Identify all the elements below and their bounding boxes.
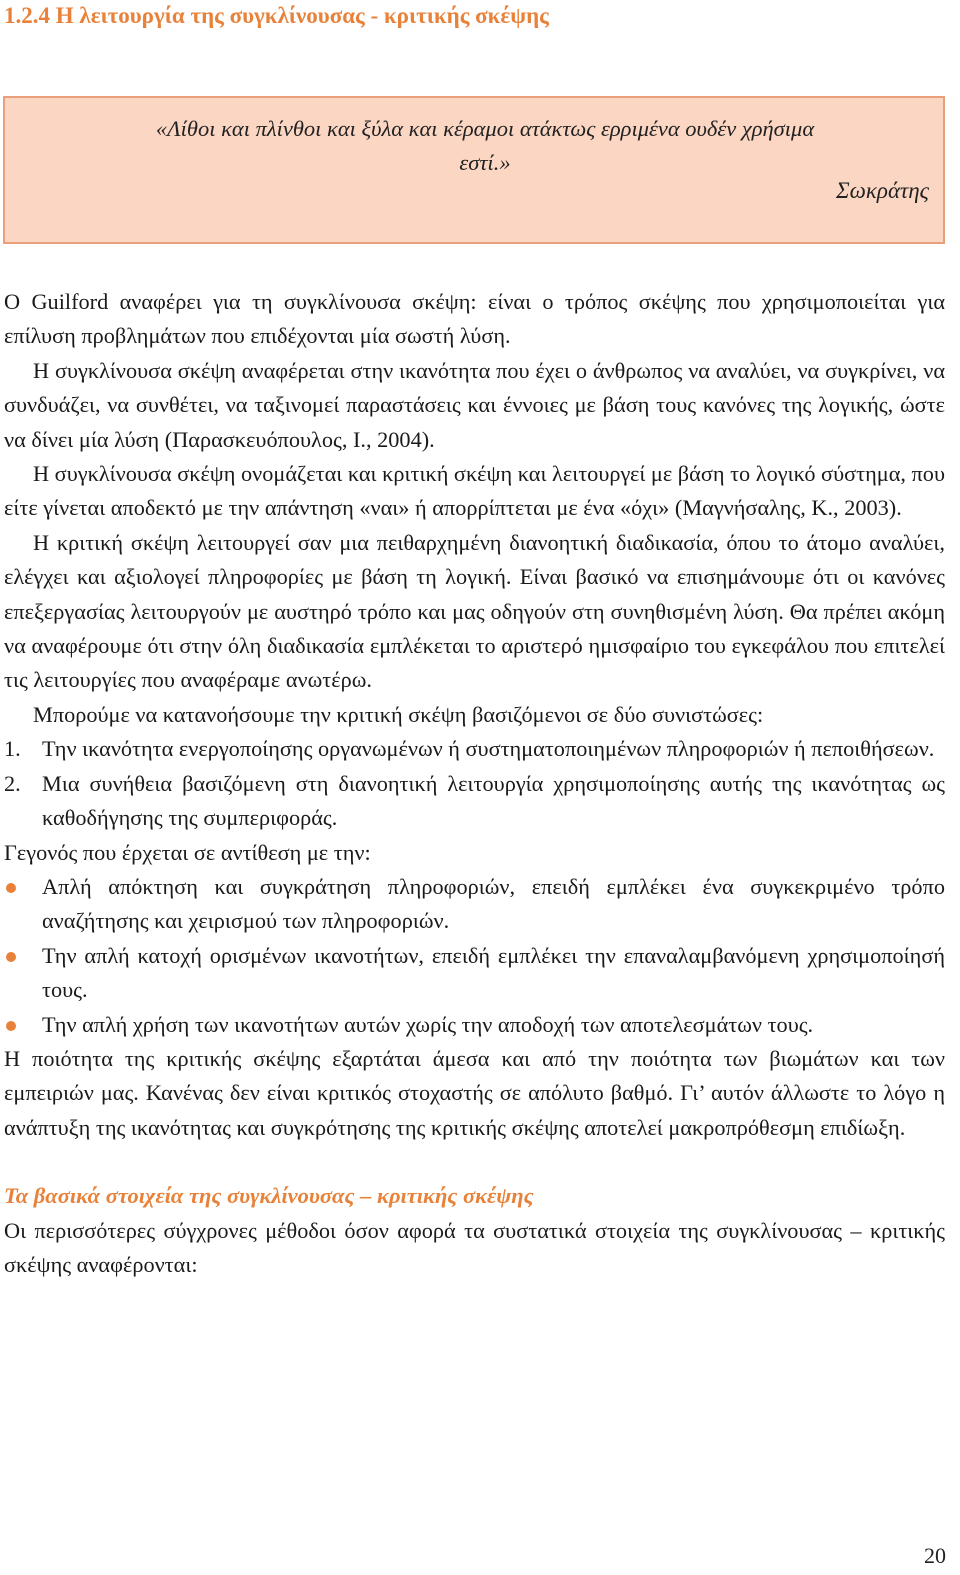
bullet-list-item <box>4 939 945 1008</box>
list-item-text: Απλή απόκτηση και συγκράτηση πληροφοριών, επειδή εμπλέκει ένα συγκεκριμένο τρόπο αναζήτησης και χειρισμού των πληροφοριών. <box>42 873 945 934</box>
body-text <box>4 285 945 1282</box>
numbered-list-item <box>4 767 945 836</box>
list-item-text: Την απλή κατοχή ορισμένων ικανοτήτων, επειδή εμπλέκει την επαναλαμβανόμενη χρησιμοποίησή τους. <box>42 942 945 1003</box>
subheading: Τα βασικά στοιχεία της συγκλίνουσας – κριτικής σκέψης <box>4 1183 534 1209</box>
page-number: 20 <box>924 1543 946 1568</box>
contrast-intro: Γεγονός που έρχεται σε αντίθεση με την: <box>4 839 371 865</box>
bullet-icon <box>6 952 16 962</box>
quote-text: «Λίθοι και πλίνθοι και ξύλα και κέραμοι ατάκτως ερριμένα ουδέν χρήσιμα εστί.» <box>155 116 815 175</box>
bullet-list-item <box>4 1008 945 1042</box>
list-number: 1. <box>4 736 21 762</box>
paragraph: Η συγκλίνουσα σκέψη αναφέρεται στην ικανότητα που έχει ο άνθρωπος να αναλύει, να συγκρίνει, να συνδυάζει, να συνθέτει, να ταξινομεί παραστάσεις και έννοιες με βάση τους κανόνες της λογικής, ώστε να δίνει μία λύση (Παρασκευόπουλος, Ι., 2004). <box>4 357 945 452</box>
paragraph: Η κριτική σκέψη λειτουργεί σαν μια πειθαρχημένη διανοητική διαδικασία, όπου το άτομο αναλύει, ελέγχει και αξιολογεί πληροφορίες με βάση τη λογική. Είναι βασικό να επισημάνουμε ότι οι κανόνες επεξεργασίας λειτουργούν με αυστηρό τρόπο και μας οδηγούν στη συνηθισμένη λύση. Θα πρέπει ακόμη να αναφέρουμε ότι στην όλη διαδικασία εμπλέκεται το αριστερό ημισφαίριο του εγκεφάλου που επιτελεί τις λειτουργίες που αναφέραμε ανωτέρω. <box>4 529 945 693</box>
list-item-text: Την ικανότητα ενεργοποίησης οργανωμένων ή συστηματοποιημένων πληροφοριών ή πεποιθήσεων. <box>42 736 935 762</box>
paragraph: Μπορούμε να κατανοήσουμε την κριτική σκέψη βασιζόμενοι σε δύο συνιστώσες: <box>33 701 764 727</box>
subheading-paragraph: Οι περισσότερες σύγχρονες μέθοδοι όσον αφορά τα συστατικά στοιχεία της συγκλίνουσας – κριτικής σκέψης αναφέρονται: <box>4 1217 945 1277</box>
list-number: 2. <box>4 770 21 796</box>
section-title: 1.2.4 Η λειτουργία της συγκλίνουσας - κριτικής σκέψης <box>4 3 549 28</box>
bullet-icon <box>6 1021 16 1031</box>
quote-author: Σωκράτης <box>835 178 929 203</box>
paragraph: Η συγκλίνουσα σκέψη ονομάζεται και κριτική σκέψη και λειτουργεί με βάση το λογικό σύστημα, που είτε γίνεται αποδεκτό με την απάντηση «ναι» ή απορρίπτεται με ένα «όχι» (Μαγνήσαλης, Κ., 2003). <box>4 461 945 521</box>
bullet-icon <box>6 883 16 893</box>
bullet-list-item <box>4 870 945 939</box>
numbered-list-item <box>4 732 945 766</box>
list-item-text: Μια συνήθεια βασιζόμενη στη διανοητική λειτουργία χρησιμοποίησης αυτής της ικανότητας ως καθοδήγησης της συμπεριφοράς. <box>42 770 945 831</box>
list-item-text: Την απλή χρήση των ικανοτήτων αυτών χωρίς την αποδοχή των αποτελεσμάτων τους. <box>42 1011 814 1037</box>
paragraph: Ο Guilford αναφέρει για τη συγκλίνουσα σκέψη: είναι ο τρόπος σκέψης που χρησιμοποιείται για επίλυση προβλημάτων που επιδέχονται μία σωστή λύση. <box>4 289 945 349</box>
quote-box <box>3 96 945 244</box>
closing-paragraph: Η ποιότητα της κριτικής σκέψης εξαρτάται άμεσα και από την ποιότητα των βιωμάτων και των εμπειριών μας. Κανένας δεν είναι κριτικός στοχαστής σε απόλυτο βαθμό. Γι’ αυτόν άλλωστε το λόγο η ανάπτυξη της ικανότητας και συγκρότησης της κριτικής σκέψης αποτελεί μακροπρόθεσμη επιδίωξη. <box>4 1045 945 1140</box>
